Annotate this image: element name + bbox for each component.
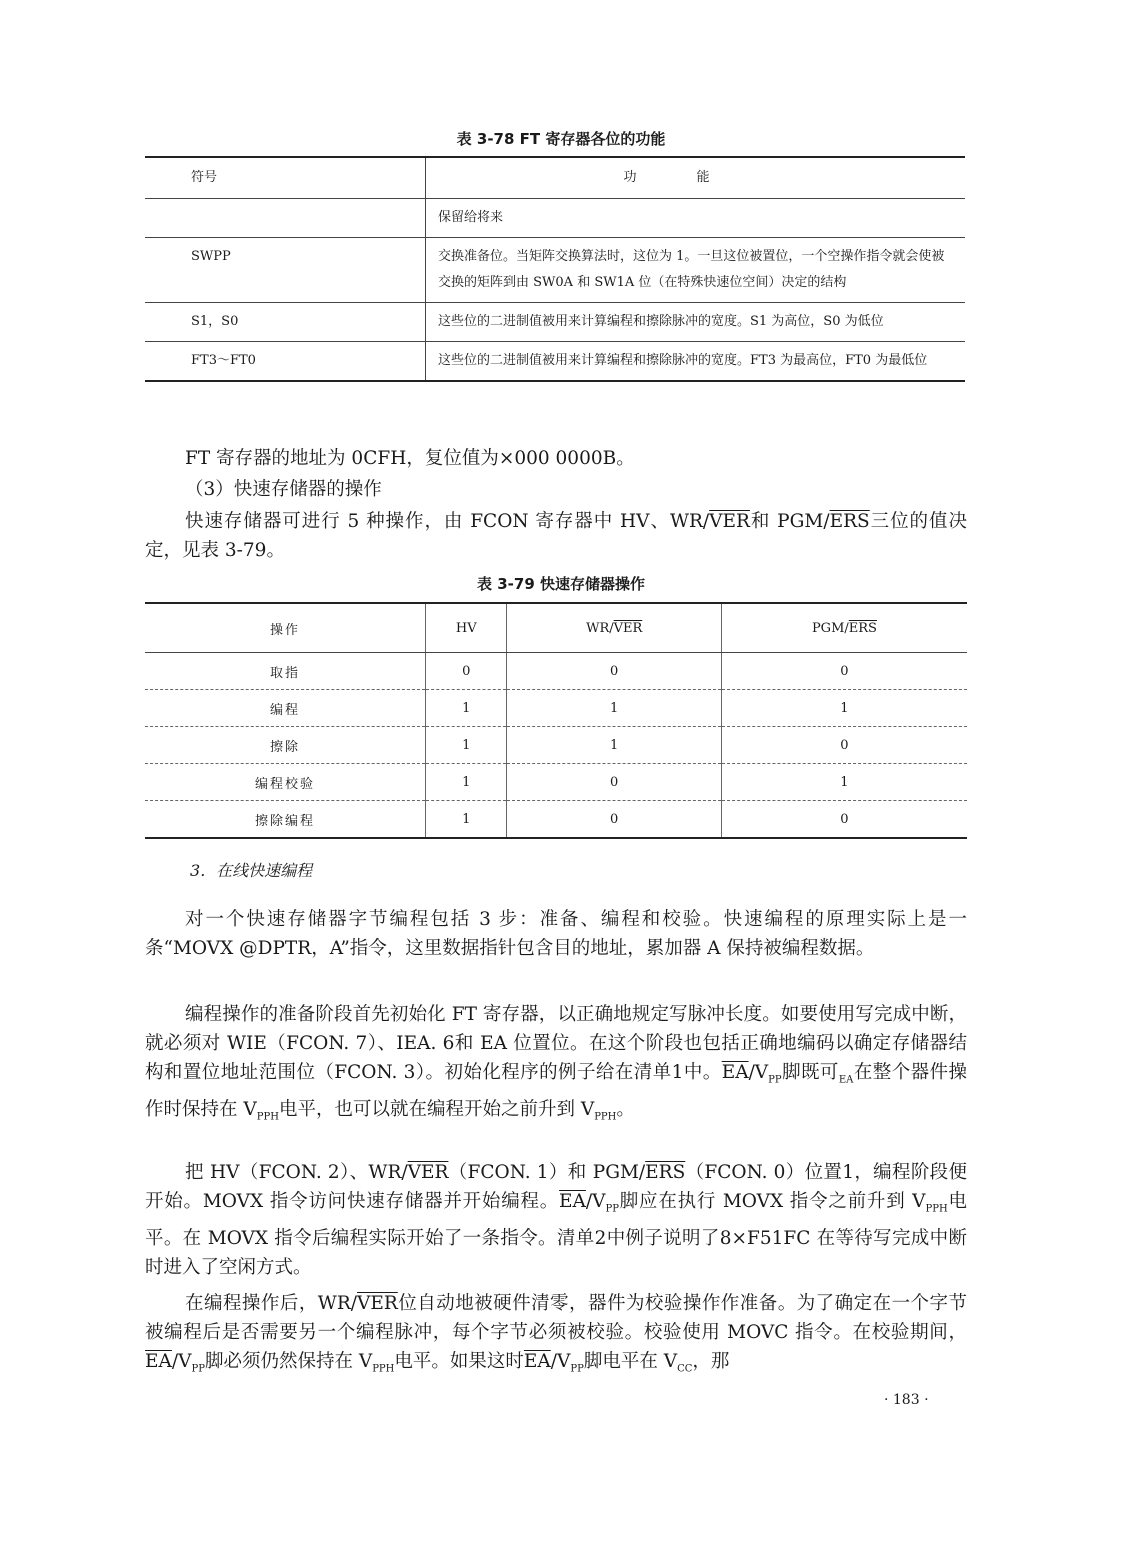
text: 电平。如果这时: [394, 1351, 524, 1372]
cell-wr: 0: [507, 801, 721, 839]
paragraph-operations-intro: [145, 507, 967, 565]
text: 脚既可: [781, 1062, 839, 1083]
cell-operation: 擦除: [145, 727, 426, 764]
text: （FCON. 0）位置1，编程阶段便开始。MOVX 指令访问快速存储器并开始编程。: [145, 1162, 967, 1212]
text: 三位的值决定，见表 3-79。: [145, 511, 967, 561]
cell-symbol: SWPP: [145, 238, 426, 303]
cell-hv: 1: [426, 764, 507, 801]
cell-pgm: 0: [721, 653, 967, 690]
header-operation: 操作: [145, 603, 426, 653]
cell-hv: 1: [426, 727, 507, 764]
cell-function: 保留给将来: [426, 199, 966, 238]
table-row: [145, 342, 965, 382]
text: /V: [585, 1191, 606, 1212]
text: /V: [748, 1062, 769, 1083]
table-row: [145, 727, 967, 764]
cell-symbol: FT3～FT0: [145, 342, 426, 382]
paragraph-programming-start: [145, 1158, 967, 1282]
cell-function: 这些位的二进制值被用来计算编程和擦除脉冲的宽度。S1 为高位，S0 为低位: [426, 303, 966, 342]
cell-hv: 1: [426, 690, 507, 727]
page-number: · 183 ·: [884, 1392, 929, 1408]
cell-hv: 1: [426, 801, 507, 839]
cell-operation: 擦除编程: [145, 801, 426, 839]
text: 把 HV（FCON. 2）、WR/: [185, 1162, 408, 1183]
cell-pgm: 1: [721, 690, 967, 727]
paragraph-programming-steps: 对一个快速存储器字节编程包括 3 步：准备、编程和校验。快速编程的原理实际上是一条“MOVX @DPTR，A”指令，这里数据指针包含目的地址，累加器 A 保持被编程数据。: [145, 909, 967, 959]
text-overline: $\overline{VER}$: [613, 620, 643, 636]
header-symbol: 符号: [145, 157, 426, 199]
table-row: [145, 764, 967, 801]
table-header-row: [145, 603, 967, 653]
cell-pgm: 1: [721, 764, 967, 801]
header-function: 功能: [623, 170, 770, 185]
subscript: PP: [605, 1203, 619, 1215]
subscript: PPH: [372, 1363, 395, 1375]
cell-function: 交换准备位。当矩阵交换算法时，这位为 1。一旦这位被置位，一个空操作指令就会使被交换的矩阵到由 SW0A 和 SW1A 位（在特殊快速位空间）决定的结构: [426, 238, 966, 303]
subscript: PPH: [925, 1203, 948, 1215]
text: PGM/: [811, 620, 849, 636]
text: 在整个器件操作时保持在 V: [145, 1062, 967, 1120]
subscript: PPH: [256, 1111, 279, 1123]
text: 和 PGM/: [749, 511, 830, 532]
text: 脚必须仍然保持在 V: [204, 1351, 373, 1372]
subscript: PP: [191, 1363, 205, 1375]
text: 在编程操作后，WR/: [185, 1293, 357, 1314]
cell-pgm: 0: [721, 801, 967, 839]
text: 快速存储器可进行 5 种操作，由 FCON 寄存器中 HV、WR/: [185, 511, 710, 532]
text: /V: [550, 1351, 571, 1372]
subscript: CC: [677, 1363, 693, 1375]
subscript: EA: [838, 1074, 854, 1086]
paragraph-ft-address: FT 寄存器的地址为 0CFH，复位值为×000 0000B。: [185, 448, 635, 469]
paragraph-preparation: [145, 1000, 967, 1131]
header-hv: HV: [426, 603, 507, 653]
table-row: [145, 801, 967, 839]
section-heading: 3．在线快速编程: [190, 861, 313, 880]
text-overline: $\overline{VER}$: [407, 1162, 449, 1183]
text: 电平，也可以就在编程开始之前升到 V: [278, 1098, 595, 1120]
header-pgm-ers: [721, 603, 967, 653]
text: 编程操作的准备阶段首先初始化 FT 寄存器，以正确地规定写脉冲长度。如要使用写完成中断，就必须对 WIE（FCON. 7）、IEA. 6和 EA 位置位。在这个阶段也包括正确地编码以确定存储器结构和置位地址范围位（FCON. 3）。初始化程序的例子给在清单1中。: [145, 1004, 967, 1083]
cell-hv: 0: [426, 653, 507, 690]
text: WR/: [586, 620, 614, 636]
subscript: PPH: [594, 1111, 617, 1123]
heading-flash-operation: （3）快速存储器的操作: [185, 479, 382, 500]
cell-pgm: 0: [721, 727, 967, 764]
text-overline: $\overline{EA}$: [523, 1351, 551, 1372]
paragraph-verification: [145, 1289, 967, 1384]
text-overline: $\overline{ERS}$: [645, 1162, 686, 1183]
cell-wr: 0: [507, 764, 721, 801]
text-overline: $\overline{VER}$: [357, 1293, 398, 1314]
table-header-row: [145, 157, 965, 199]
cell-symbol: S1，S0: [145, 303, 426, 342]
text-overline: $\overline{ERS}$: [829, 511, 870, 532]
cell-operation: 编程: [145, 690, 426, 727]
table-row: [145, 238, 965, 303]
text-overline: $\overline{EA}$: [721, 1062, 749, 1083]
header-wr-ver: [507, 603, 721, 653]
table-row: [145, 690, 967, 727]
table-row: [145, 303, 965, 342]
subscript: PP: [570, 1363, 584, 1375]
cell-wr: 1: [507, 727, 721, 764]
text: 位自动地被硬件清零，器件为校验操作作准备。为了确定在一个字节被编程后是否需要另一个编程脉冲，每个字节必须被校验。校验使用 MOVC 指令。在校验期间，: [145, 1293, 967, 1343]
text-overline: $\overline{ERS}$: [848, 620, 877, 636]
text-overline: $\overline{EA}$: [559, 1191, 586, 1212]
text-overline: $\overline{VER}$: [709, 511, 750, 532]
text: 电平。在 MOVX 指令后编程实际开始了一条指令。清单2中例子说明了8×F51FC 在等待写完成中断时进入了空闲方式。: [145, 1191, 967, 1278]
text: ，那: [692, 1351, 730, 1372]
text: /V: [171, 1351, 192, 1372]
cell-operation: 取指: [145, 653, 426, 690]
table-3-78-caption: 表 3-78 FT 寄存器各位的功能: [456, 130, 666, 148]
cell-wr: 1: [507, 690, 721, 727]
text: 脚电平在 V: [583, 1351, 678, 1372]
cell-wr: 0: [507, 653, 721, 690]
text-overline: $\overline{EA}$: [145, 1351, 172, 1372]
table-row: [145, 199, 965, 238]
cell-function: 这些位的二进制值被用来计算编程和擦除脉冲的宽度。FT3 为最高位，FT0 为最低位: [426, 342, 966, 382]
cell-symbol: [145, 199, 426, 238]
table-3-79-caption: 表 3-79 快速存储器操作: [477, 575, 645, 593]
table-row: [145, 653, 967, 690]
text: （FCON. 1）和 PGM/: [448, 1162, 646, 1183]
text: 。: [616, 1098, 635, 1120]
table-3-78: [145, 156, 965, 382]
cell-operation: 编程校验: [145, 764, 426, 801]
table-3-79: [145, 602, 967, 839]
subscript: PP: [768, 1074, 782, 1086]
text: 脚应在执行 MOVX 指令之前升到 V: [618, 1191, 926, 1212]
